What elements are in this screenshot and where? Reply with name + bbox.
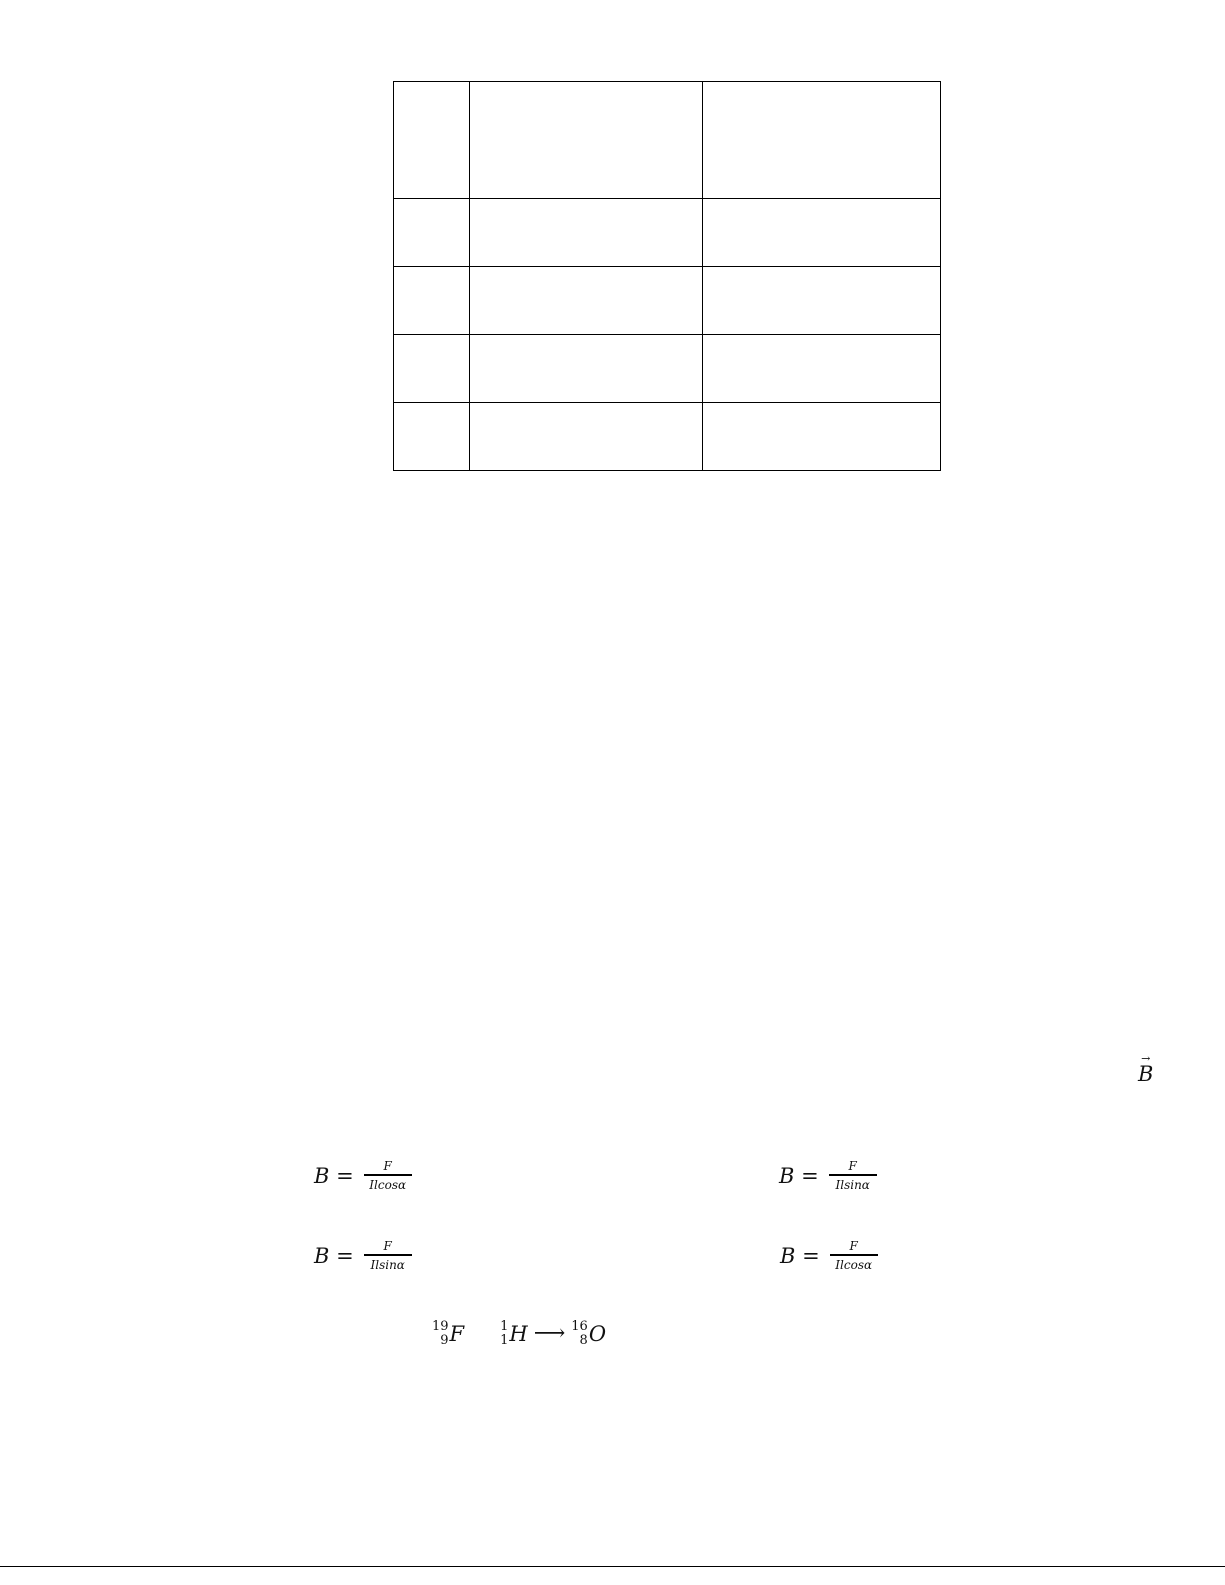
- atomic-number: 9: [440, 1332, 449, 1348]
- fraction-denominator: Ilcosα: [835, 1258, 873, 1272]
- fraction-denominator: Ilsinα: [835, 1178, 870, 1192]
- mass-number: 1: [500, 1319, 509, 1334]
- table-row: [394, 199, 941, 267]
- formula-lhs: B =: [314, 1163, 354, 1188]
- nuclide-hydrogen: [500, 1320, 528, 1347]
- answer-table: [393, 81, 941, 471]
- formula-lhs: B =: [314, 1243, 354, 1268]
- fraction: [829, 1160, 877, 1191]
- atomic-number: 8: [579, 1332, 588, 1348]
- table-cell: [470, 199, 703, 267]
- table-row: [394, 267, 941, 335]
- mass-number: 16: [571, 1319, 588, 1334]
- table-row: [394, 335, 941, 403]
- fraction: [364, 1240, 412, 1271]
- fraction-numerator: F: [830, 1240, 878, 1256]
- mass-number: 19: [432, 1319, 449, 1334]
- table-row: [394, 403, 941, 471]
- table-cell: [394, 199, 470, 267]
- table-cell: [394, 267, 470, 335]
- table-cell: [703, 82, 941, 199]
- table-cell: [703, 267, 941, 335]
- nuclide-fluorine: [432, 1320, 464, 1347]
- table-cell: [470, 335, 703, 403]
- page-bottom-rule: [0, 1566, 1225, 1567]
- reaction-arrow-icon: ⟶: [533, 1321, 566, 1347]
- table-cell: [470, 403, 703, 471]
- formula-option-d: [780, 1240, 878, 1271]
- vector-letter: B: [1138, 1061, 1154, 1086]
- fraction: [830, 1240, 878, 1271]
- formula-option-c: [314, 1240, 412, 1271]
- fraction-denominator: Ilcosα: [369, 1178, 407, 1192]
- element-symbol: O: [588, 1321, 607, 1346]
- fraction-denominator: Ilsinα: [370, 1258, 405, 1272]
- table-cell: [394, 82, 470, 199]
- table-cell: [470, 82, 703, 199]
- nuclide-oxygen: [571, 1320, 606, 1347]
- fraction-numerator: F: [364, 1240, 412, 1256]
- atomic-number: 1: [500, 1332, 509, 1348]
- element-symbol: H: [509, 1321, 528, 1346]
- formula-option-b: [779, 1160, 877, 1191]
- formula-option-a: [314, 1160, 412, 1191]
- fraction: [364, 1160, 412, 1191]
- fraction-numerator: F: [829, 1160, 877, 1176]
- nuclear-reaction: [432, 1320, 606, 1347]
- table-cell: [394, 403, 470, 471]
- table-row: [394, 82, 941, 199]
- fraction-numerator: F: [364, 1160, 412, 1176]
- formula-lhs: B =: [779, 1163, 819, 1188]
- element-symbol: F: [449, 1321, 465, 1346]
- table-cell: [703, 403, 941, 471]
- table-cell: [703, 335, 941, 403]
- formula-lhs: B =: [780, 1243, 820, 1268]
- table-cell: [470, 267, 703, 335]
- vector-b-symbol: [1138, 1052, 1154, 1086]
- table-cell: [703, 199, 941, 267]
- table-cell: [394, 335, 470, 403]
- vector-arrow-icon: →: [1141, 1052, 1151, 1065]
